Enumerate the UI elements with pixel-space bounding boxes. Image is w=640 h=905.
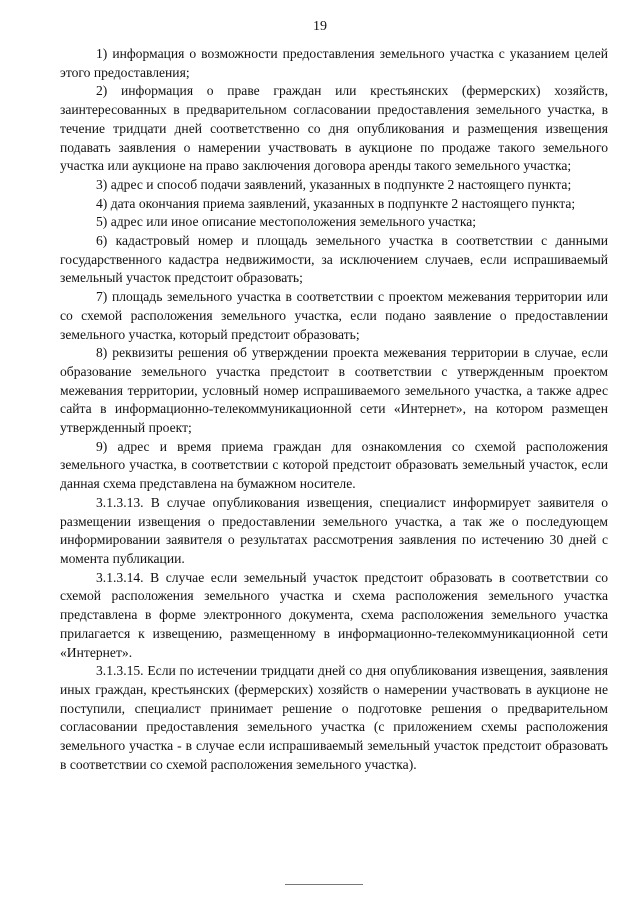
- paragraph-3-1-3-13: 3.1.3.13. В случае опубликования извещения, специалист информирует заявителя о размещении извещения о предоставлении земельного участка, а так же о последующем информировании заявителя о результатах рассмотрения заявления по истечению 30 дней с момента публикации.: [60, 494, 608, 566]
- paragraph-item-2: 2) информация о праве граждан или крестьянских (фермерских) хозяйств, заинтересованных в предварительном согласовании предоставления земельного участка, в течение тридцати дней соответственно со дня опубликования и размещения извещения подавать заявления о намерении участвовать в аукционе по продаже такого земельного участка или аукционе на право заключения договора аренды такого земельного участка;: [60, 83, 608, 174]
- paragraph-item-1: 1) информация о возможности предоставления земельного участка с указанием целей этого предоставления;: [60, 46, 608, 80]
- paragraph-3-1-3-15: 3.1.3.15. Если по истечении тридцати дней со дня опубликования извещения, заявления иных граждан, крестьянских (фермерских) хозяйств о намерении участвовать в аукционе не поступили, специалист принимает решение о подготовке решения о предварительном согласовании предоставления земельного участка (с приложением схемы расположения земельного участка - в случае если испрашиваемый земельный участок предстоит образовать в соответствии со схемой расположения земельного участка).: [60, 663, 608, 772]
- paragraph-item-8: 8) реквизиты решения об утверждении проекта межевания территории в случае, если образование земельного участка предстоит в соответствии с утвержденным проектом межевания территории, условный номер испрашиваемого земельного участка, а также адрес сайта в информационно-телекоммуникационной сети «Интернет», на котором размещен утвержденный проект;: [60, 345, 608, 436]
- paragraph-item-6: 6) кадастровый номер и площадь земельного участка в соответствии с данными государственного кадастра недвижимости, за исключением случаев, если испрашиваемый земельный участок предстоит образовать;: [60, 233, 608, 286]
- page-number: 19: [313, 19, 327, 34]
- paragraph-item-3: 3) адрес и способ подачи заявлений, указанных в подпункте 2 настоящего пункта;: [96, 176, 572, 192]
- paragraph-3-1-3-14: 3.1.3.14. В случае если земельный участок предстоит образовать в соответствии со схемой расположения земельного участка и схема расположения земельного участка представлена в форме электронного документа, схема расположения земельного участка прилагается к извещению, размещенному в информационно-телекоммуникационной сети «Интернет».: [60, 569, 608, 660]
- paragraph-item-7: 7) площадь земельного участка в соответствии с проектом межевания территории или со схемой расположения земельного участка, если подано заявление о предоставлении земельного участка, который предстоит образовать;: [60, 289, 608, 342]
- paragraph-item-4: 4) дата окончания приема заявлений, указанных в подпункте 2 настоящего пункта;: [96, 195, 576, 211]
- paragraph-item-5: 5) адрес или иное описание местоположения земельного участка;: [96, 214, 477, 230]
- paragraph-item-9: 9) адрес и время приема граждан для ознакомления со схемой расположения земельного участка, в соответствии с которой предстоит образовать земельный участок, если данная схема представлена на бумажном носителе.: [60, 438, 608, 492]
- scan-edge-mark: [285, 884, 363, 885]
- document-body: [60, 45, 608, 774]
